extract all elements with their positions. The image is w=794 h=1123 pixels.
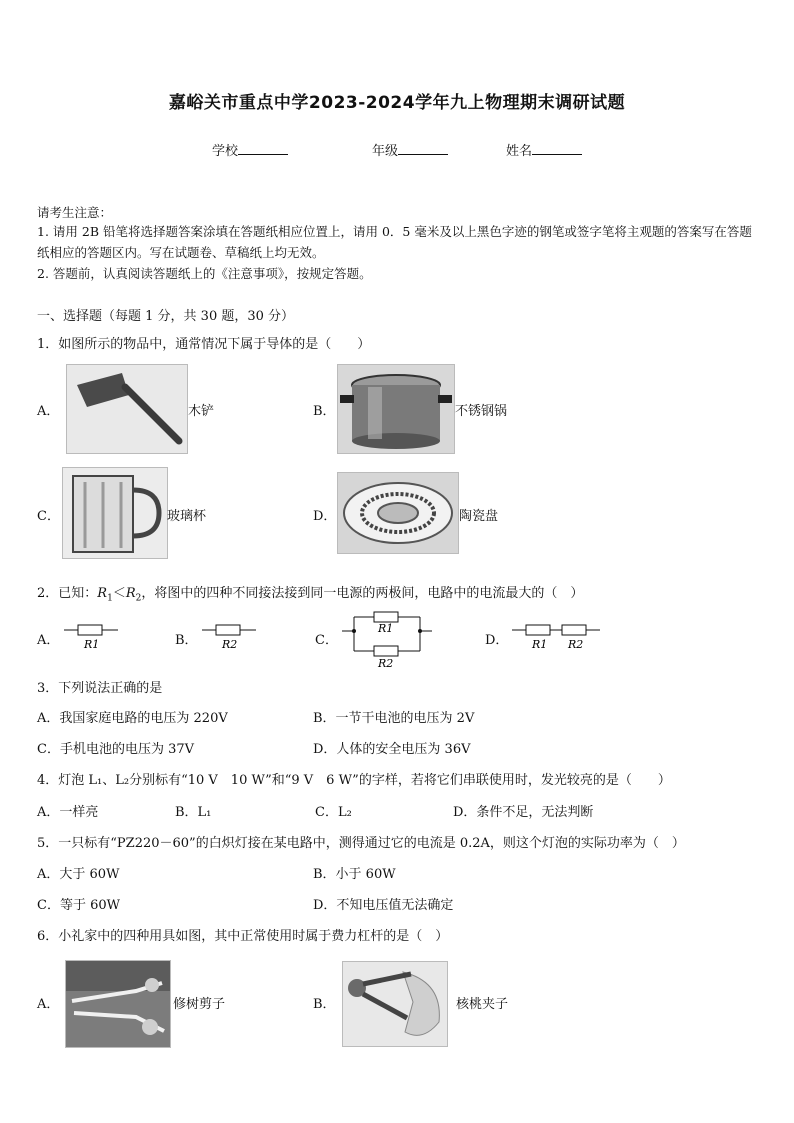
circuit-d-label-r2: R2	[568, 638, 584, 651]
ceramic-plate-image	[337, 472, 459, 554]
question-1-stem: 1．如图所示的物品中，通常情况下属于导体的是（ ）	[37, 337, 371, 352]
question-5-stem: 5．一只标有“PZ220－60”的白炽灯接在某电路中，测得通过它的电流是 0.2A，则这个灯泡的实际功率为（ ）	[37, 836, 685, 851]
q1-option-b-label: 不锈钢锅	[455, 404, 508, 419]
school-label: 学校	[212, 144, 239, 159]
walnut-cracker-image	[342, 961, 448, 1047]
circuit-a-label: R1	[84, 638, 100, 651]
q2-less-than: ＜	[112, 586, 126, 601]
name-blank[interactable]	[532, 142, 582, 155]
q1-option-c-letter[interactable]: C．	[37, 509, 60, 524]
grade-field[interactable]	[372, 140, 448, 159]
q5-option-a[interactable]: A．大于 60W	[37, 867, 120, 882]
notice-heading: 请考生注意：	[37, 205, 113, 220]
q6-option-b-label: 核桃夹子	[456, 997, 509, 1012]
q4-option-a[interactable]: A．一样亮	[37, 805, 99, 820]
question-6-stem: 6．小礼家中的四种用具如图，其中正常使用时属于费力杠杆的是（ ）	[37, 929, 449, 944]
circuit-c-label-r1: R1	[378, 622, 394, 635]
q3-option-a[interactable]: A．我国家庭电路的电压为 220V	[37, 711, 228, 726]
q1-option-d-label: 陶瓷盘	[459, 509, 499, 524]
section-heading: 一、选择题（每题 1 分，共 30 题，30 分）	[37, 309, 295, 324]
q2-r1-symbol: R	[97, 586, 108, 601]
q1-option-a-letter[interactable]: A．	[37, 404, 60, 419]
school-field[interactable]	[212, 140, 288, 159]
q1-option-c-label: 玻璃杯	[167, 509, 207, 524]
grade-label: 年级	[372, 144, 399, 159]
q3-option-b[interactable]: B．一节干电池的电压为 2V	[313, 711, 475, 726]
q2-option-a-letter[interactable]: A．	[37, 633, 60, 648]
q4-option-d[interactable]: D．条件不足，无法判断	[453, 805, 594, 820]
circuit-c-label-r2: R2	[378, 657, 394, 669]
question-2-stem	[37, 582, 583, 604]
q2-stem-post: ，将图中的四种不同接法接到同一电源的两极间，电路中的电流最大的（ ）	[141, 586, 584, 601]
q2-stem-pre: 2．已知：	[37, 586, 98, 601]
school-blank[interactable]	[238, 142, 288, 155]
q3-option-c[interactable]: C．手机电池的电压为 37V	[37, 742, 195, 757]
notice-item-2: 2. 答题前，认真阅读答题纸上的《注意事项》，按规定答题。	[37, 266, 372, 281]
grade-blank[interactable]	[398, 142, 448, 155]
circuit-d-series	[510, 620, 602, 654]
circuit-b-r2	[200, 620, 258, 654]
circuit-c-parallel	[340, 607, 434, 669]
name-label: 姓名	[506, 144, 533, 159]
q2-option-b-letter[interactable]: B．	[175, 633, 198, 648]
circuit-a-r1	[62, 620, 120, 654]
q2-option-c-letter[interactable]: C．	[315, 633, 338, 648]
q6-option-a-label: 修树剪子	[173, 997, 226, 1012]
q1-option-a-label: 木铲	[188, 404, 215, 419]
q4-option-b[interactable]: B．L₁	[175, 805, 212, 820]
q5-option-c[interactable]: C．等于 60W	[37, 898, 120, 913]
question-4-stem: 4．灯泡 L₁、L₂分别标有“10 V 10 W”和“9 V 6 W”的字样，若将它们串联使用时，发光较亮的是（ ）	[37, 773, 671, 788]
q5-option-b[interactable]: B．小于 60W	[313, 867, 396, 882]
q6-option-b-letter[interactable]: B．	[313, 997, 336, 1012]
glass-cup-image	[62, 467, 168, 559]
q2-r2-sub: 2	[135, 593, 142, 604]
name-field[interactable]	[506, 140, 582, 159]
q1-option-d-letter[interactable]: D．	[313, 509, 337, 524]
q2-r1-sub: 1	[107, 593, 113, 604]
q6-option-a-letter[interactable]: A．	[37, 997, 60, 1012]
page-title: 嘉峪关市重点中学2023-2024学年九上物理期末调研试题	[168, 93, 626, 113]
notice-item-1: 1. 请用 2B 铅笔将选择题答案涂填在答题纸相应位置上，请用 0．5 毫米及以上黑色字迹的钢笔或签字笔将主观题的答案写在答题纸相应的答题区内。写在试题卷、草稿纸上均无效。	[37, 224, 752, 260]
question-3-stem: 3．下列说法正确的是	[37, 681, 163, 696]
q2-option-d-letter[interactable]: D．	[485, 633, 509, 648]
stainless-pot-image	[337, 364, 455, 454]
q2-r2-symbol: R	[125, 586, 136, 601]
q3-option-d[interactable]: D．人体的安全电压为 36V	[313, 742, 471, 757]
wooden-spatula-image	[66, 364, 188, 454]
q1-option-b-letter[interactable]: B．	[313, 404, 336, 419]
q4-option-c[interactable]: C．L₂	[315, 805, 352, 820]
q5-option-d[interactable]: D．不知电压值无法确定	[313, 898, 454, 913]
circuit-d-label-r1: R1	[532, 638, 548, 651]
circuit-b-label: R2	[222, 638, 238, 651]
pruning-shears-image	[65, 960, 171, 1048]
